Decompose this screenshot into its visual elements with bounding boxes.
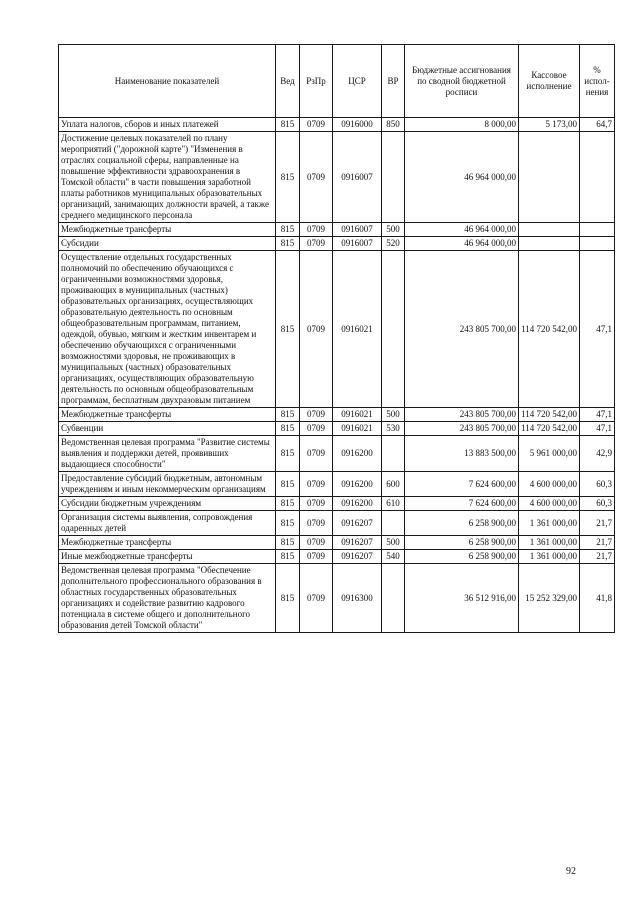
cell-csr: 0916021 bbox=[333, 408, 382, 422]
cell-indicator-name: Межбюджетные трансферты bbox=[59, 408, 276, 422]
header-cash-execution: Кассовое исполнение bbox=[519, 45, 580, 118]
cell-cash-execution: 5 961 000,00 bbox=[519, 436, 580, 472]
cell-rzpr: 0709 bbox=[300, 436, 333, 472]
cell-indicator-name: Межбюджетные трансферты bbox=[59, 223, 276, 237]
cell-execution-percent bbox=[580, 132, 615, 223]
cell-csr: 0916207 bbox=[333, 550, 382, 564]
cell-rzpr: 0709 bbox=[300, 564, 333, 633]
cell-execution-percent bbox=[580, 237, 615, 251]
cell-cash-execution: 114 720 542,00 bbox=[519, 408, 580, 422]
table-row bbox=[59, 472, 615, 497]
cell-vr: 520 bbox=[382, 237, 405, 251]
cell-cash-execution: 15 252 329,00 bbox=[519, 564, 580, 633]
cell-ved: 815 bbox=[276, 251, 300, 408]
cell-csr: 0916007 bbox=[333, 237, 382, 251]
header-vr: ВР bbox=[382, 45, 405, 118]
cell-csr: 0916207 bbox=[333, 536, 382, 550]
cell-vr: 610 bbox=[382, 497, 405, 511]
cell-execution-percent: 21,7 bbox=[580, 536, 615, 550]
cell-cash-execution bbox=[519, 237, 580, 251]
cell-budget-allocations: 36 512 916,00 bbox=[405, 564, 519, 633]
table-row bbox=[59, 251, 615, 408]
cell-budget-allocations: 8 000,00 bbox=[405, 118, 519, 132]
cell-ved: 815 bbox=[276, 223, 300, 237]
cell-rzpr: 0709 bbox=[300, 408, 333, 422]
cell-execution-percent: 64,7 bbox=[580, 118, 615, 132]
cell-budget-allocations: 7 624 600,00 bbox=[405, 472, 519, 497]
cell-rzpr: 0709 bbox=[300, 422, 333, 436]
cell-vr bbox=[382, 436, 405, 472]
cell-execution-percent: 47,1 bbox=[580, 408, 615, 422]
cell-ved: 815 bbox=[276, 422, 300, 436]
cell-indicator-name: Субсидии bbox=[59, 237, 276, 251]
cell-csr: 0916007 bbox=[333, 223, 382, 237]
cell-execution-percent: 21,7 bbox=[580, 550, 615, 564]
cell-rzpr: 0709 bbox=[300, 132, 333, 223]
cell-indicator-name: Субвенции bbox=[59, 422, 276, 436]
cell-vr bbox=[382, 132, 405, 223]
cell-budget-allocations: 46 964 000,00 bbox=[405, 132, 519, 223]
page-number: 92 bbox=[566, 866, 576, 877]
cell-rzpr: 0709 bbox=[300, 511, 333, 536]
cell-csr: 0916207 bbox=[333, 511, 382, 536]
cell-budget-allocations: 46 964 000,00 bbox=[405, 223, 519, 237]
cell-indicator-name: Осуществление отдельных государственных полномочий по обеспечению обучающихся с ограниченными возможностями здоровья, проживающих в муниципальных (частных) образовательных организациях, осуществляющих образовательную деятельность по основным общеобразовательным программам, питанием, одеждой, обувью, мягким и жестким инвентарем и обеспечению обучающихся с ограниченными возможностями здоровья, не проживающих в муниципальных (частных) образовательных организациях, осуществляющих образовательную деятельность по основным общеобразовательным программам, бесплатным двухразовым питанием bbox=[59, 251, 276, 408]
cell-ved: 815 bbox=[276, 472, 300, 497]
cell-budget-allocations: 7 624 600,00 bbox=[405, 497, 519, 511]
table-row bbox=[59, 436, 615, 472]
cell-execution-percent bbox=[580, 223, 615, 237]
cell-csr: 0916021 bbox=[333, 422, 382, 436]
table-row bbox=[59, 497, 615, 511]
table-row bbox=[59, 564, 615, 633]
cell-budget-allocations: 46 964 000,00 bbox=[405, 237, 519, 251]
cell-ved: 815 bbox=[276, 408, 300, 422]
cell-indicator-name: Уплата налогов, сборов и иных платежей bbox=[59, 118, 276, 132]
cell-vr: 500 bbox=[382, 408, 405, 422]
header-execution-percent: % испол-нения bbox=[580, 45, 615, 118]
cell-ved: 815 bbox=[276, 132, 300, 223]
budget-table-sheet bbox=[58, 44, 614, 633]
cell-ved: 815 bbox=[276, 118, 300, 132]
cell-execution-percent: 47,1 bbox=[580, 251, 615, 408]
cell-ved: 815 bbox=[276, 436, 300, 472]
header-csr: ЦСР bbox=[333, 45, 382, 118]
cell-vr: 530 bbox=[382, 422, 405, 436]
cell-execution-percent: 60,3 bbox=[580, 472, 615, 497]
cell-budget-allocations: 243 805 700,00 bbox=[405, 408, 519, 422]
cell-ved: 815 bbox=[276, 536, 300, 550]
cell-cash-execution: 4 600 000,00 bbox=[519, 497, 580, 511]
cell-rzpr: 0709 bbox=[300, 550, 333, 564]
table-row bbox=[59, 550, 615, 564]
cell-execution-percent: 21,7 bbox=[580, 511, 615, 536]
cell-indicator-name: Ведомственная целевая программа "Развитие системы выявления и поддержки детей, проявивших выдающиеся способности" bbox=[59, 436, 276, 472]
cell-vr bbox=[382, 564, 405, 633]
table-body bbox=[59, 118, 615, 633]
cell-rzpr: 0709 bbox=[300, 536, 333, 550]
cell-indicator-name: Достижение целевых показателей по плану мероприятий ("дорожной карте") "Изменения в отраслях социальной сферы, направленные на повышение эффективности здравоохранения в Томской области" в части повышения заработной платы работников муниципальных образовательных организаций, занимающих должности врачей, а также среднего медицинского персонала bbox=[59, 132, 276, 223]
table-row bbox=[59, 408, 615, 422]
cell-indicator-name: Субсидии бюджетным учреждениям bbox=[59, 497, 276, 511]
cell-csr: 0916300 bbox=[333, 564, 382, 633]
cell-csr: 0916021 bbox=[333, 251, 382, 408]
table-row bbox=[59, 536, 615, 550]
cell-ved: 815 bbox=[276, 564, 300, 633]
table-header-row bbox=[59, 45, 615, 118]
header-rzpr: РзПр bbox=[300, 45, 333, 118]
cell-execution-percent: 47,1 bbox=[580, 422, 615, 436]
cell-vr: 850 bbox=[382, 118, 405, 132]
cell-cash-execution: 114 720 542,00 bbox=[519, 422, 580, 436]
cell-rzpr: 0709 bbox=[300, 237, 333, 251]
cell-csr: 0916200 bbox=[333, 497, 382, 511]
cell-rzpr: 0709 bbox=[300, 223, 333, 237]
cell-vr bbox=[382, 511, 405, 536]
cell-indicator-name: Иные межбюджетные трансферты bbox=[59, 550, 276, 564]
table-row bbox=[59, 511, 615, 536]
budget-execution-table bbox=[58, 44, 615, 633]
table-row bbox=[59, 132, 615, 223]
cell-csr: 0916200 bbox=[333, 472, 382, 497]
cell-budget-allocations: 13 883 500,00 bbox=[405, 436, 519, 472]
cell-execution-percent: 42,9 bbox=[580, 436, 615, 472]
table-row bbox=[59, 223, 615, 237]
cell-budget-allocations: 243 805 700,00 bbox=[405, 422, 519, 436]
cell-budget-allocations: 6 258 900,00 bbox=[405, 550, 519, 564]
cell-csr: 0916007 bbox=[333, 132, 382, 223]
cell-cash-execution: 4 600 000,00 bbox=[519, 472, 580, 497]
cell-cash-execution: 114 720 542,00 bbox=[519, 251, 580, 408]
cell-execution-percent: 60,3 bbox=[580, 497, 615, 511]
cell-budget-allocations: 6 258 900,00 bbox=[405, 511, 519, 536]
cell-indicator-name: Организация системы выявления, сопровождения одаренных детей bbox=[59, 511, 276, 536]
cell-vr bbox=[382, 251, 405, 408]
cell-csr: 0916200 bbox=[333, 436, 382, 472]
cell-rzpr: 0709 bbox=[300, 497, 333, 511]
table-row bbox=[59, 118, 615, 132]
cell-ved: 815 bbox=[276, 550, 300, 564]
cell-rzpr: 0709 bbox=[300, 251, 333, 408]
cell-cash-execution bbox=[519, 223, 580, 237]
cell-cash-execution: 1 361 000,00 bbox=[519, 536, 580, 550]
cell-cash-execution bbox=[519, 132, 580, 223]
cell-cash-execution: 1 361 000,00 bbox=[519, 550, 580, 564]
table-row bbox=[59, 237, 615, 251]
cell-budget-allocations: 243 805 700,00 bbox=[405, 251, 519, 408]
cell-cash-execution: 1 361 000,00 bbox=[519, 511, 580, 536]
cell-vr: 500 bbox=[382, 223, 405, 237]
cell-rzpr: 0709 bbox=[300, 472, 333, 497]
cell-ved: 815 bbox=[276, 511, 300, 536]
cell-indicator-name: Межбюджетные трансферты bbox=[59, 536, 276, 550]
cell-rzpr: 0709 bbox=[300, 118, 333, 132]
cell-vr: 600 bbox=[382, 472, 405, 497]
cell-cash-execution: 5 173,00 bbox=[519, 118, 580, 132]
cell-indicator-name: Ведомственная целевая программа "Обеспечение дополнительного профессионального образования в областных государственных образовательных организациях и содействие развитию кадрового потенциала в системе общего и дополнительного образования детей Томской области" bbox=[59, 564, 276, 633]
cell-ved: 815 bbox=[276, 237, 300, 251]
cell-indicator-name: Предоставление субсидий бюджетным, автономным учреждениям и иным некоммерческим организациям bbox=[59, 472, 276, 497]
cell-execution-percent: 41,8 bbox=[580, 564, 615, 633]
header-indicator-name: Наименование показателей bbox=[59, 45, 276, 118]
cell-ved: 815 bbox=[276, 497, 300, 511]
header-budget-allocations: Бюджетные ассигнования по сводной бюджетной росписи bbox=[405, 45, 519, 118]
cell-budget-allocations: 6 258 900,00 bbox=[405, 536, 519, 550]
header-ved: Вед bbox=[276, 45, 300, 118]
table-row bbox=[59, 422, 615, 436]
cell-vr: 540 bbox=[382, 550, 405, 564]
cell-csr: 0916000 bbox=[333, 118, 382, 132]
cell-vr: 500 bbox=[382, 536, 405, 550]
